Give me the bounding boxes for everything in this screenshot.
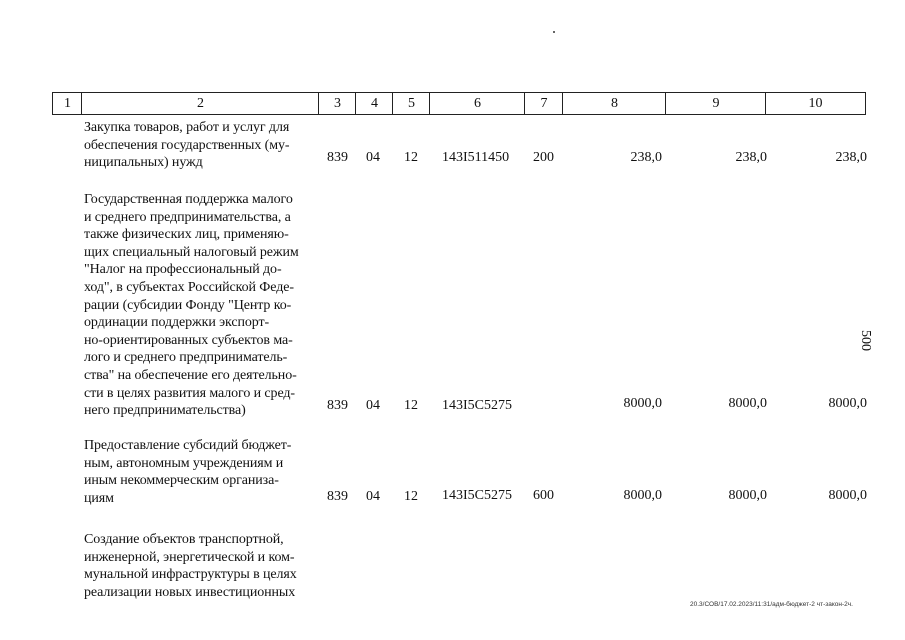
- row-2-col-3: 839: [327, 398, 348, 413]
- row-2-col-6: 143I5C5275: [442, 398, 512, 413]
- row-3-description: [84, 437, 318, 507]
- row-2-desc-line: ход", в субъектах Российской Феде-: [84, 279, 294, 295]
- row-4-desc-line: мунальной инфраструктуры в целях: [84, 567, 297, 583]
- header-col-8: 8: [562, 92, 666, 115]
- header-col-2: 2: [81, 92, 319, 115]
- row-2-desc-line: но-ориентированных субъектов ма-: [84, 332, 293, 348]
- row-3-col-4: 04: [366, 489, 380, 504]
- row-3-col-3: 839: [327, 489, 348, 504]
- row-3-col-7: 600: [533, 488, 554, 503]
- row-1-col-4: 04: [366, 150, 380, 165]
- row-4-desc-line: инженерной, энергетической и ком-: [84, 549, 295, 565]
- row-4-desc-line: Создание объектов транспортной,: [84, 532, 284, 547]
- row-2-desc-line: него предпринимательства): [84, 403, 246, 419]
- row-2-desc-line: также физических лиц, применяю-: [84, 227, 289, 243]
- header-col-6: 6: [429, 92, 525, 115]
- row-2-col-5: 12: [404, 398, 418, 413]
- row-3-desc-line: циям: [84, 490, 114, 506]
- row-2-desc-line: рации (субсидии Фонду "Центр ко-: [84, 297, 292, 313]
- row-1-col-6: 143I511450: [442, 150, 510, 165]
- footer-doc-id: 20.3/СОВ/17.02.2023/11:31/адм-бюджет-2 чт-закон-2ч.: [690, 601, 853, 608]
- header-col-5: 5: [392, 92, 430, 115]
- row-1-col-10: 238,0: [835, 150, 867, 165]
- page-number: 500: [858, 330, 873, 351]
- table-header-row: [52, 92, 865, 115]
- row-4-desc-line: реализации новых инвестиционных: [84, 584, 296, 600]
- row-1-col-3: 839: [327, 150, 348, 165]
- row-1-col-5: 12: [404, 150, 418, 165]
- row-2-description: [84, 191, 318, 420]
- row-2-desc-line: "Налог на профессиональный до-: [84, 262, 282, 278]
- row-2-desc-line: щих специальный налоговый режим: [84, 244, 299, 260]
- row-3-col-8: 8000,0: [623, 488, 662, 503]
- row-3-col-6: 143I5C5275: [442, 488, 512, 503]
- row-2-desc-line: ства" на обеспечение его деятельно-: [84, 367, 297, 383]
- row-2-desc-line: и среднего предпринимательства, а: [84, 209, 291, 225]
- row-1-desc-line: ниципальных) нужд: [84, 155, 203, 171]
- row-3-col-9: 8000,0: [728, 488, 767, 503]
- row-3-desc-line: иным некоммерческим организа-: [84, 473, 279, 489]
- row-3-col-5: 12: [404, 489, 418, 504]
- row-2-col-8: 8000,0: [623, 396, 662, 411]
- row-2-desc-line: сти в целях развития малого и сред-: [84, 385, 295, 401]
- row-2-desc-line: ординации поддержки экспорт-: [84, 315, 270, 331]
- row-3-desc-line: Предоставление субсидий бюджет-: [84, 438, 292, 453]
- row-1-description: [84, 119, 318, 172]
- row-2-desc-line: Государственная поддержка малого: [84, 192, 293, 207]
- header-col-1: 1: [52, 92, 82, 115]
- scan-speck: [553, 31, 555, 33]
- row-1-desc-line: обеспечения государственных (му-: [84, 137, 290, 153]
- row-1-col-9: 238,0: [735, 150, 767, 165]
- row-2-col-10: 8000,0: [828, 396, 867, 411]
- row-1-col-8: 238,0: [630, 150, 662, 165]
- row-2-desc-line: лого и среднего предприниматель-: [84, 350, 288, 366]
- row-3-desc-line: ным, автономным учреждениям и: [84, 455, 284, 471]
- header-col-10: 10: [765, 92, 866, 115]
- row-2-col-9: 8000,0: [728, 396, 767, 411]
- row-4-description: [84, 531, 318, 601]
- row-1-col-7: 200: [533, 150, 554, 165]
- header-col-3: 3: [318, 92, 356, 115]
- row-2-col-4: 04: [366, 398, 380, 413]
- header-col-4: 4: [355, 92, 393, 115]
- header-col-9: 9: [665, 92, 766, 115]
- row-3-col-10: 8000,0: [828, 488, 867, 503]
- header-col-7: 7: [524, 92, 563, 115]
- row-1-desc-line: Закупка товаров, работ и услуг для: [84, 120, 290, 135]
